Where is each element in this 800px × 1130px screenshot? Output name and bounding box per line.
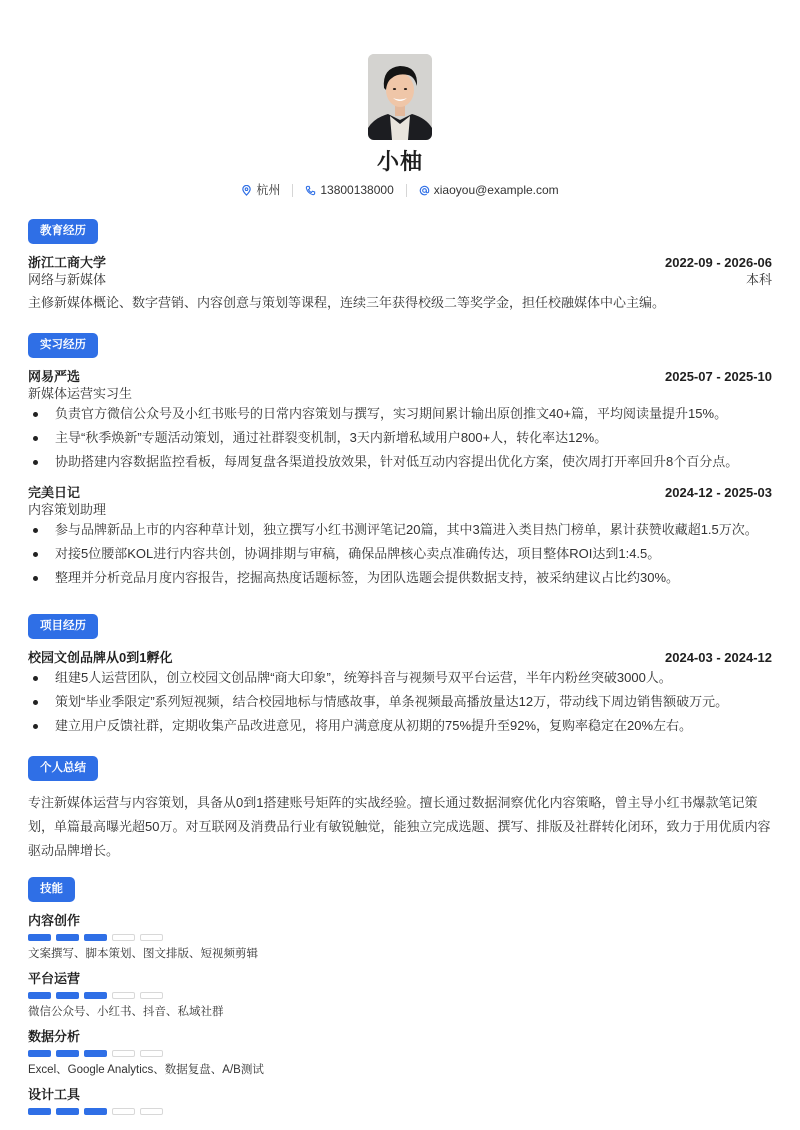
- location-pin-icon: [241, 185, 252, 196]
- skill-name: 内容创作: [28, 913, 81, 928]
- bullet-item: 建立用户反馈社群，定期收集产品改进意见，将用户满意度从初期的75%提升至92%，复购率稳定在20%左右。: [28, 714, 772, 738]
- level-segment-filled: [56, 992, 79, 999]
- skill-level-bar: [28, 934, 772, 941]
- level-segment-empty: [140, 1050, 163, 1057]
- phone-text: 13800138000: [320, 183, 394, 197]
- bullet-item: 整理并分析竞品月度内容报告，挖掘高热度话题标签，为团队选题会提供数据支持，被采纳建议占比约30%。: [28, 566, 772, 590]
- project-item: [28, 649, 772, 738]
- skill-name: 数据分析: [28, 1029, 81, 1044]
- skill-item: [28, 912, 772, 962]
- company-name: 完美日记: [28, 485, 81, 500]
- internship-dates: 2024-12 - 2025-03: [665, 485, 772, 500]
- section-tag-education: 教育经历: [28, 219, 98, 244]
- bullet-list: [28, 518, 772, 590]
- bullet-item: 协助搭建内容数据监控看板，每周复盘各渠道投放效果，针对低互动内容提出优化方案，使次周打开率回升8个百分点。: [28, 450, 772, 474]
- skill-description: 微信公众号、小红书、抖音、私域社群: [28, 1006, 224, 1018]
- skill-name: 设计工具: [28, 1087, 81, 1102]
- level-segment-empty: [140, 992, 163, 999]
- level-segment-filled: [28, 1050, 51, 1057]
- skill-description: Excel、Google Analytics、数据复盘、A/B测试: [28, 1064, 264, 1076]
- skill-level-bar: [28, 1108, 772, 1115]
- section-tag-project: 项目经历: [28, 614, 98, 639]
- divider: [292, 184, 293, 197]
- level-segment-empty: [140, 1108, 163, 1115]
- level-segment-filled: [84, 1050, 107, 1057]
- level-segment-filled: [28, 1108, 51, 1115]
- company-name: 网易严选: [28, 369, 81, 384]
- level-segment-filled: [84, 992, 107, 999]
- skill-description: 文案撰写、脚本策划、图文排版、短视频剪辑: [28, 948, 258, 960]
- skill-item: [28, 1086, 772, 1115]
- job-role: 新媒体运营实习生: [28, 386, 133, 401]
- bullet-item: 负责官方微信公众号及小红书账号的日常内容策划与撰写，实习期间累计输出原创推文40+篇，平均阅读量提升15%。: [28, 402, 772, 426]
- level-segment-filled: [56, 934, 79, 941]
- contact-email: [419, 182, 559, 198]
- email-link[interactable]: xiaoyou@example.com: [433, 183, 559, 197]
- education-description: 主修新媒体概论、数字营销、内容创意与策划等课程，连续三年获得校级二等奖学金，担任校融媒体中心主编。: [28, 295, 666, 310]
- skills-section: [28, 877, 772, 1123]
- internship-item: [28, 484, 772, 590]
- internship-dates: 2025-07 - 2025-10: [665, 369, 772, 384]
- at-sign-icon: [419, 185, 430, 196]
- level-segment-filled: [84, 934, 107, 941]
- contact-phone: [305, 182, 393, 198]
- level-segment-filled: [56, 1050, 79, 1057]
- level-segment-filled: [56, 1108, 79, 1115]
- internship-section: [28, 333, 772, 590]
- skill-name: 平台运营: [28, 971, 81, 986]
- location-text: 杭州: [256, 183, 281, 197]
- section-tag-skills: 技能: [28, 877, 75, 902]
- level-segment-empty: [112, 934, 135, 941]
- level-segment-empty: [112, 992, 135, 999]
- bullet-list: [28, 402, 772, 474]
- bullet-item: 对接5位腰部KOL进行内容共创，协调排期与审稿，确保品牌核心卖点准确传达，项目整体ROI达到1:4.5。: [28, 542, 772, 566]
- education-dates: 2022-09 - 2026-06: [665, 255, 772, 270]
- project-dates: 2024-03 - 2024-12: [665, 650, 772, 665]
- project-section: [28, 614, 772, 738]
- bullet-item: 策划“毕业季限定”系列短视频，结合校园地标与情感故事，单条视频最高播放量达12万，带动线下周边销售额破万元。: [28, 690, 772, 714]
- level-segment-empty: [112, 1108, 135, 1115]
- project-name: 校园文创品牌从0到1孵化: [28, 650, 173, 665]
- candidate-name: 小柚: [376, 149, 423, 174]
- level-segment-filled: [84, 1108, 107, 1115]
- summary-section: [28, 756, 772, 863]
- skill-item: [28, 970, 772, 1020]
- section-tag-internship: 实习经历: [28, 333, 98, 358]
- internship-item: [28, 368, 772, 474]
- profile-photo: [368, 54, 432, 140]
- summary-text: 专注新媒体运营与内容策划，具备从0到1搭建账号矩阵的实战经验。擅长通过数据洞察优化内容策略，曾主导小红书爆款笔记策划，单篇最高曝光超50万。对互联网及消费品行业有敏锐触觉，能独立完成选题、撰写、排版及社群转化闭环，致力于用优质内容驱动品牌增长。: [28, 795, 771, 858]
- level-segment-filled: [28, 934, 51, 941]
- education-section: [28, 219, 772, 315]
- school-name: 浙江工商大学: [28, 255, 107, 270]
- job-role: 内容策划助理: [28, 502, 107, 517]
- level-segment-empty: [112, 1050, 135, 1057]
- bullet-list: [28, 666, 772, 738]
- contact-location: [241, 182, 280, 198]
- divider: [406, 184, 407, 197]
- level-segment-filled: [28, 992, 51, 999]
- skill-level-bar: [28, 992, 772, 999]
- degree: 本科: [745, 272, 772, 287]
- major: 网络与新媒体: [28, 272, 107, 287]
- phone-icon: [305, 185, 316, 196]
- bullet-item: 组建5人运营团队，创立校园文创品牌“商大印象”，统筹抖音与视频号双平台运营，半年内粉丝突破3000人。: [28, 666, 772, 690]
- bullet-item: 主导“秋季焕新”专题活动策划，通过社群裂变机制，3天内新增私域用户800+人，转化率达12%。: [28, 426, 772, 450]
- level-segment-empty: [140, 934, 163, 941]
- section-tag-summary: 个人总结: [28, 756, 98, 781]
- skills-list: [28, 912, 772, 1115]
- skill-item: [28, 1028, 772, 1078]
- bullet-item: 参与品牌新品上市的内容种草计划，独立撰写小红书测评笔记20篇，其中3篇进入类目热门榜单，累计获赞收藏超1.5万次。: [28, 518, 772, 542]
- resume-header: [0, 54, 800, 198]
- contact-bar: [0, 182, 800, 198]
- skill-level-bar: [28, 1050, 772, 1057]
